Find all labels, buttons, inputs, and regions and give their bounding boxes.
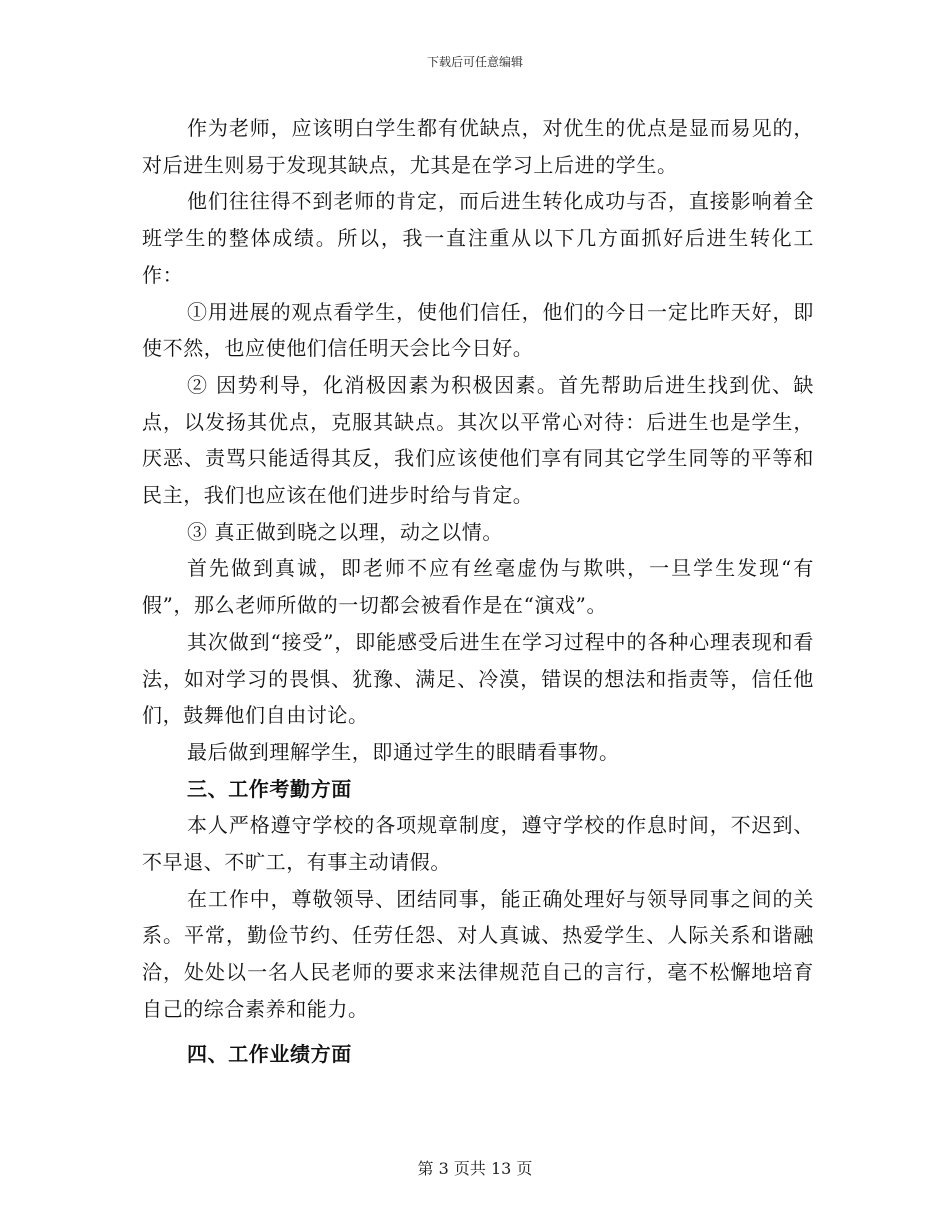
paragraph: ③ 真正做到晓之以理，动之以情。 xyxy=(187,519,503,544)
paragraph: ② 因势利导，化消极因素为积极因素。首先帮助后进生找到优、缺点，以发扬其优点，克服其缺点。其次以平常心对待：后进生也是学生，厌恶、责骂只能适得其反，我们应该使他们享有同其它学生同等的平等和民主，我们也应该在他们进步时给与肯定。 xyxy=(142,372,814,508)
paragraph: 他们往往得不到老师的肯定，而后进生转化成功与否，直接影响着全班学生的整体成绩。所以，我一直注重从以下几方面抓好后进生转化工作： xyxy=(142,189,814,287)
paragraph: 其次做到“接受”，即能感受后进生在学习过程中的各种心理表现和看法，如对学习的畏惧、犹豫、满足、冷漠，错误的想法和指责等，信任他们，鼓舞他们自由讨论。 xyxy=(142,629,814,728)
page-number-footer: 第 3 页共 13 页 xyxy=(417,1159,533,1178)
paragraph: 作为老师，应该明白学生都有优缺点，对优生的优点是显而易见的，对后进生则易于发现其缺点，尤其是在学习上后进的学生。 xyxy=(142,116,814,177)
page-header: 下载后可任意编辑 xyxy=(426,55,523,69)
paragraph: 首先做到真诚，即老师不应有丝毫虚伪与欺哄，一旦学生发现“有假”，那么老师所做的一切都会被看作是在“演戏”。 xyxy=(142,556,814,618)
section-heading-performance: 四、工作业绩方面 xyxy=(187,1041,352,1066)
paragraph: 最后做到理解学生，即通过学生的眼睛看事物。 xyxy=(187,739,620,764)
paragraph: ①用进展的观点看学生，使他们信任，他们的今日一定比昨天好，即使不然，也应使他们信任明天会比今日好。 xyxy=(142,299,814,361)
document-body xyxy=(142,110,814,1072)
section-heading-attendance: 三、工作考勤方面 xyxy=(187,776,352,801)
paragraph: 在工作中，尊敬领导、团结同事，能正确处理好与领导同事之间的关系。平常，勤俭节约、任劳任怨、对人真诚、热爱学生、人际关系和谐融洽，处处以一名人民老师的要求来法律规范自己的言行，毫不松懈地培育自己的综合素养和能力。 xyxy=(142,886,814,1021)
paragraph: 本人严格遵守学校的各项规章制度，遵守学校的作息时间，不迟到、不早退、不旷工，有事主动请假。 xyxy=(142,813,814,875)
